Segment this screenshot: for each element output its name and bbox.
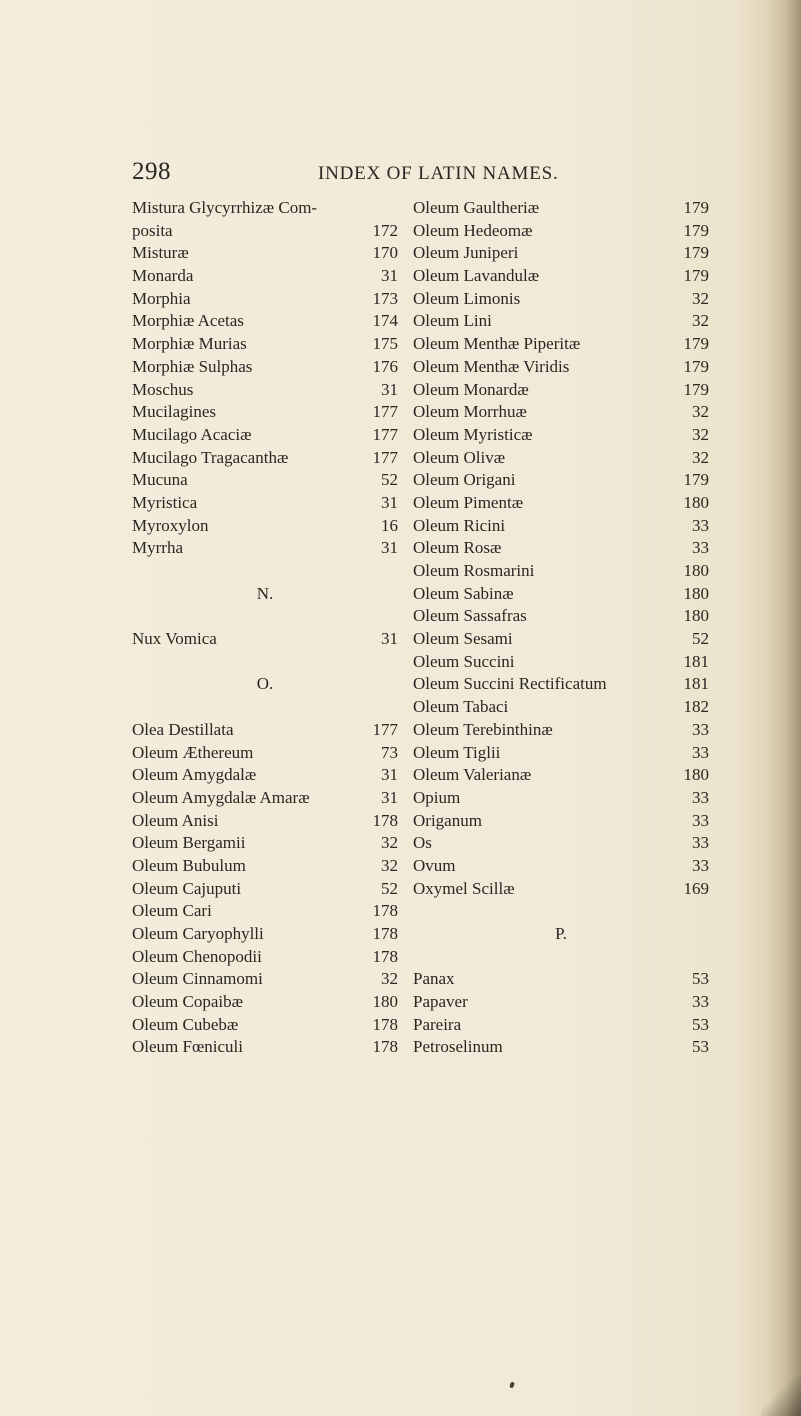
entry-page-number: 73	[381, 742, 398, 762]
index-entry	[132, 197, 398, 220]
entry-page-number: 179	[683, 334, 709, 354]
entry-page-number: 179	[683, 220, 709, 240]
entry-page-number: 180	[683, 765, 709, 785]
entry-name: Oleum Juniperi	[413, 243, 519, 263]
letter-label: N.	[256, 583, 274, 603]
entry-page-number: 33	[692, 719, 709, 739]
entry-name: Os	[413, 833, 432, 853]
entry-name: Oleum Cubebæ	[132, 1014, 239, 1034]
entry-name: Oleum Cajuputi	[132, 878, 242, 898]
index-entry	[413, 696, 709, 719]
entry-page-number: 178	[372, 1014, 398, 1034]
entry-page-number: 33	[692, 992, 709, 1012]
entry-page-number: 16	[381, 515, 398, 535]
entry-page-number: 178	[372, 810, 398, 830]
index-entry	[132, 900, 398, 923]
entry-name: Oleum Copaibæ	[132, 992, 243, 1012]
index-spacer	[132, 560, 398, 583]
entry-page-number: 33	[692, 515, 709, 535]
entry-page-number: 181	[683, 674, 709, 694]
index-entry	[132, 379, 398, 402]
index-entry	[132, 855, 398, 878]
entry-page-number: 32	[692, 402, 709, 422]
index-entry	[413, 537, 709, 560]
entry-name: Oleum Ricini	[413, 515, 506, 535]
entry-name: Oleum Menthæ Viridis	[413, 356, 570, 376]
entry-name: Oleum Cari	[132, 901, 212, 921]
index-entry	[413, 651, 709, 674]
entry-name: Morphiæ Sulphas	[132, 356, 253, 376]
index-entry	[132, 991, 398, 1014]
entry-name: Oleum Myristicæ	[413, 424, 533, 444]
entry-page-number: 32	[381, 969, 398, 989]
index-entry	[132, 469, 398, 492]
entry-name: Oleum Monardæ	[413, 379, 529, 399]
index-entry	[132, 356, 398, 379]
entry-page-number: 52	[381, 470, 398, 490]
index-entry	[413, 424, 709, 447]
entry-page-number: 31	[381, 538, 398, 558]
entry-name: Oleum Lini	[413, 311, 492, 331]
entry-page-number: 181	[683, 651, 709, 671]
entry-page-number: 175	[372, 334, 398, 354]
index-entry	[132, 333, 398, 356]
entry-name: Oleum Rosæ	[413, 538, 502, 558]
index-column-left	[132, 197, 398, 1059]
entry-page-number: 32	[692, 424, 709, 444]
entry-page-number: 179	[683, 243, 709, 263]
index-entry	[413, 469, 709, 492]
index-entry	[413, 673, 709, 696]
index-entry	[132, 515, 398, 538]
index-column-right	[413, 197, 709, 1059]
index-entry	[413, 742, 709, 765]
index-letter-heading	[132, 673, 398, 696]
entry-name: Oleum Gaultheriæ	[413, 198, 540, 217]
entry-name: Oleum Tiglii	[413, 742, 501, 762]
entry-name: Oleum Succini Rectificatum	[413, 674, 607, 694]
entry-page-number: 179	[683, 379, 709, 399]
index-entry	[132, 810, 398, 833]
index-entry	[132, 719, 398, 742]
entry-name: Papaver	[413, 992, 468, 1012]
entry-page-number: 180	[683, 583, 709, 603]
entry-page-number: 33	[692, 787, 709, 807]
entry-name: Oleum Succini	[413, 651, 515, 671]
entry-name: Oleum Lavandulæ	[413, 266, 540, 286]
entry-name: Oleum Amygdalæ Amaræ	[132, 787, 310, 807]
entry-name: Mistura Glycyrrhizæ Com-	[132, 198, 318, 217]
index-entry	[413, 515, 709, 538]
entry-page-number: 32	[692, 288, 709, 308]
entry-page-number: 32	[381, 833, 398, 853]
entry-name: Monarda	[132, 266, 194, 286]
entry-page-number: 177	[372, 424, 398, 444]
entry-name: Myroxylon	[132, 515, 209, 535]
index-entry	[413, 764, 709, 787]
index-spacer	[132, 651, 398, 674]
entry-page-number: 179	[683, 470, 709, 490]
index-entry	[413, 719, 709, 742]
entry-page-number: 31	[381, 492, 398, 512]
entry-name: Oleum Hedeomæ	[413, 220, 533, 240]
entry-name: Oleum Caryophylli	[132, 924, 264, 943]
entry-name: Origanum	[413, 810, 482, 830]
entry-page-number: 180	[683, 606, 709, 626]
entry-page-number: 32	[692, 311, 709, 331]
entry-name: Oleum Sassafras	[413, 606, 527, 626]
index-spacer	[132, 605, 398, 628]
ink-speck	[509, 1381, 515, 1388]
entry-page-number: 32	[692, 447, 709, 467]
entry-name: Mucilago Tragacanthæ	[132, 447, 289, 467]
entry-name: Oleum Æthereum	[132, 742, 254, 762]
entry-page-number: 178	[372, 1037, 398, 1057]
entry-page-number: 52	[692, 629, 709, 649]
index-entry	[132, 401, 398, 424]
entry-page-number: 177	[372, 402, 398, 422]
index-entry	[413, 968, 709, 991]
entry-name: Panax	[413, 969, 455, 989]
entry-name: Oleum Origani	[413, 470, 516, 490]
entry-page-number: 177	[372, 719, 398, 739]
index-entry	[413, 583, 709, 606]
index-entry	[132, 310, 398, 333]
index-entry	[132, 537, 398, 560]
index-entry	[413, 265, 709, 288]
entry-name: Mucilago Acaciæ	[132, 424, 252, 444]
page-corner-shadow	[761, 1376, 801, 1416]
entry-name: Misturæ	[132, 243, 189, 263]
entry-page-number: 32	[381, 855, 398, 875]
index-entry	[132, 424, 398, 447]
entry-name: Myrrha	[132, 538, 183, 558]
index-entry	[413, 310, 709, 333]
index-entry	[413, 333, 709, 356]
index-entry	[413, 628, 709, 651]
entry-page-number: 174	[372, 311, 398, 331]
entry-name: Morphiæ Murias	[132, 334, 247, 354]
entry-page-number: 33	[692, 810, 709, 830]
index-entry	[413, 197, 709, 220]
index-entry	[132, 764, 398, 787]
entry-name: Oleum Morrhuæ	[413, 402, 527, 422]
index-entry	[132, 1036, 398, 1059]
index-entry	[132, 1014, 398, 1037]
index-letter-heading	[132, 583, 398, 606]
index-entry	[132, 265, 398, 288]
entry-page-number: 170	[372, 243, 398, 263]
entry-name: Oleum Terebinthinæ	[413, 719, 553, 739]
index-entry	[413, 878, 709, 901]
entry-page-number: 180	[683, 492, 709, 512]
entry-page-number: 178	[372, 946, 398, 966]
index-entry	[132, 968, 398, 991]
entry-name: posita	[132, 220, 173, 240]
index-entry	[413, 605, 709, 628]
entry-name: Oleum Bergamii	[132, 833, 246, 853]
entry-name: Oleum Valerianæ	[413, 765, 532, 785]
entry-name: Oleum Olivæ	[413, 447, 506, 467]
entry-page-number: 182	[683, 697, 709, 717]
index-entry	[413, 1014, 709, 1037]
index-entry	[413, 1036, 709, 1059]
index-spacer	[413, 946, 709, 969]
index-entry	[132, 832, 398, 855]
index-entry	[132, 923, 398, 946]
entry-page-number: 33	[692, 833, 709, 853]
entry-page-number: 179	[683, 266, 709, 286]
letter-label: O.	[256, 674, 274, 694]
entry-page-number: 31	[381, 379, 398, 399]
index-entry	[132, 946, 398, 969]
entry-page-number: 172	[372, 220, 398, 240]
entry-name: Oleum Sabinæ	[413, 583, 514, 603]
entry-name: Oleum Menthæ Piperitæ	[413, 334, 581, 354]
entry-page-number: 173	[372, 288, 398, 308]
entry-page-number: 31	[381, 266, 398, 286]
index-entry	[413, 401, 709, 424]
index-entry	[413, 379, 709, 402]
index-entry	[132, 242, 398, 265]
index-spacer	[132, 696, 398, 719]
entry-name: Opium	[413, 787, 461, 807]
index-entry	[413, 787, 709, 810]
entry-page-number: 33	[692, 742, 709, 762]
page-edge-shadow	[767, 0, 801, 1416]
entry-name: Oleum Rosmarini	[413, 561, 535, 580]
index-entry	[132, 447, 398, 470]
entry-name: Myristica	[132, 492, 198, 512]
entry-name: Oleum Chenopodii	[132, 946, 262, 966]
entry-name: Mucuna	[132, 470, 188, 490]
entry-page-number: 31	[381, 787, 398, 807]
entry-name: Mucilagines	[132, 402, 217, 422]
index-entry	[132, 787, 398, 810]
index-entry	[132, 492, 398, 515]
entry-name: Oleum Limonis	[413, 288, 521, 308]
entry-page-number: 31	[381, 629, 398, 649]
entry-page-number: 169	[683, 878, 709, 898]
entry-name: Ovum	[413, 855, 456, 875]
index-entry	[413, 220, 709, 243]
entry-page-number: 177	[372, 447, 398, 467]
entry-page-number: 53	[692, 1014, 709, 1034]
entry-page-number: 176	[372, 356, 398, 376]
index-letter-heading	[413, 923, 709, 946]
index-entry	[132, 628, 398, 651]
entry-name: Oleum Pimentæ	[413, 492, 524, 512]
entry-name: Oleum Sesami	[413, 629, 513, 649]
entry-name: Morphiæ Acetas	[132, 311, 244, 331]
index-entry	[413, 560, 709, 583]
index-entry	[413, 288, 709, 311]
entry-name: Oleum Amygdalæ	[132, 765, 257, 785]
index-entry	[413, 447, 709, 470]
entry-name: Olea Destillata	[132, 719, 234, 739]
entry-name: Nux Vomica	[132, 629, 217, 649]
index-entry	[132, 742, 398, 765]
index-entry	[132, 288, 398, 311]
entry-name: Oleum Anisi	[132, 810, 219, 830]
entry-page-number: 53	[692, 969, 709, 989]
index-entry	[413, 810, 709, 833]
letter-label: P.	[555, 924, 567, 943]
index-entry	[413, 832, 709, 855]
index-entry	[413, 855, 709, 878]
entry-name: Moschus	[132, 379, 194, 399]
entry-name: Oleum Cinnamomi	[132, 969, 263, 989]
entry-page-number: 178	[372, 924, 398, 943]
entry-name: Oxymel Scillæ	[413, 878, 515, 898]
index-entry	[132, 220, 398, 243]
entry-page-number: 178	[372, 901, 398, 921]
entry-page-number: 53	[692, 1037, 709, 1057]
index-spacer	[413, 900, 709, 923]
index-entry	[413, 492, 709, 515]
entry-name: Petroselinum	[413, 1037, 503, 1057]
running-head: INDEX OF LATIN NAMES.	[318, 163, 559, 184]
entry-name: Morphia	[132, 288, 191, 308]
entry-page-number: 180	[372, 992, 398, 1012]
entry-page-number: 179	[683, 198, 709, 217]
entry-name: Oleum Tabaci	[413, 697, 509, 717]
entry-page-number: 31	[381, 765, 398, 785]
entry-name: Oleum Fœniculi	[132, 1037, 243, 1057]
page-number: 298	[132, 158, 171, 185]
entry-page-number: 179	[683, 356, 709, 376]
entry-page-number: 180	[683, 561, 709, 580]
entry-name: Pareira	[413, 1014, 462, 1034]
index-entry	[132, 878, 398, 901]
entry-page-number: 33	[692, 855, 709, 875]
entry-page-number: 33	[692, 538, 709, 558]
entry-page-number: 52	[381, 878, 398, 898]
entry-name: Oleum Bubulum	[132, 855, 246, 875]
index-entry	[413, 242, 709, 265]
index-entry	[413, 356, 709, 379]
index-entry	[413, 991, 709, 1014]
